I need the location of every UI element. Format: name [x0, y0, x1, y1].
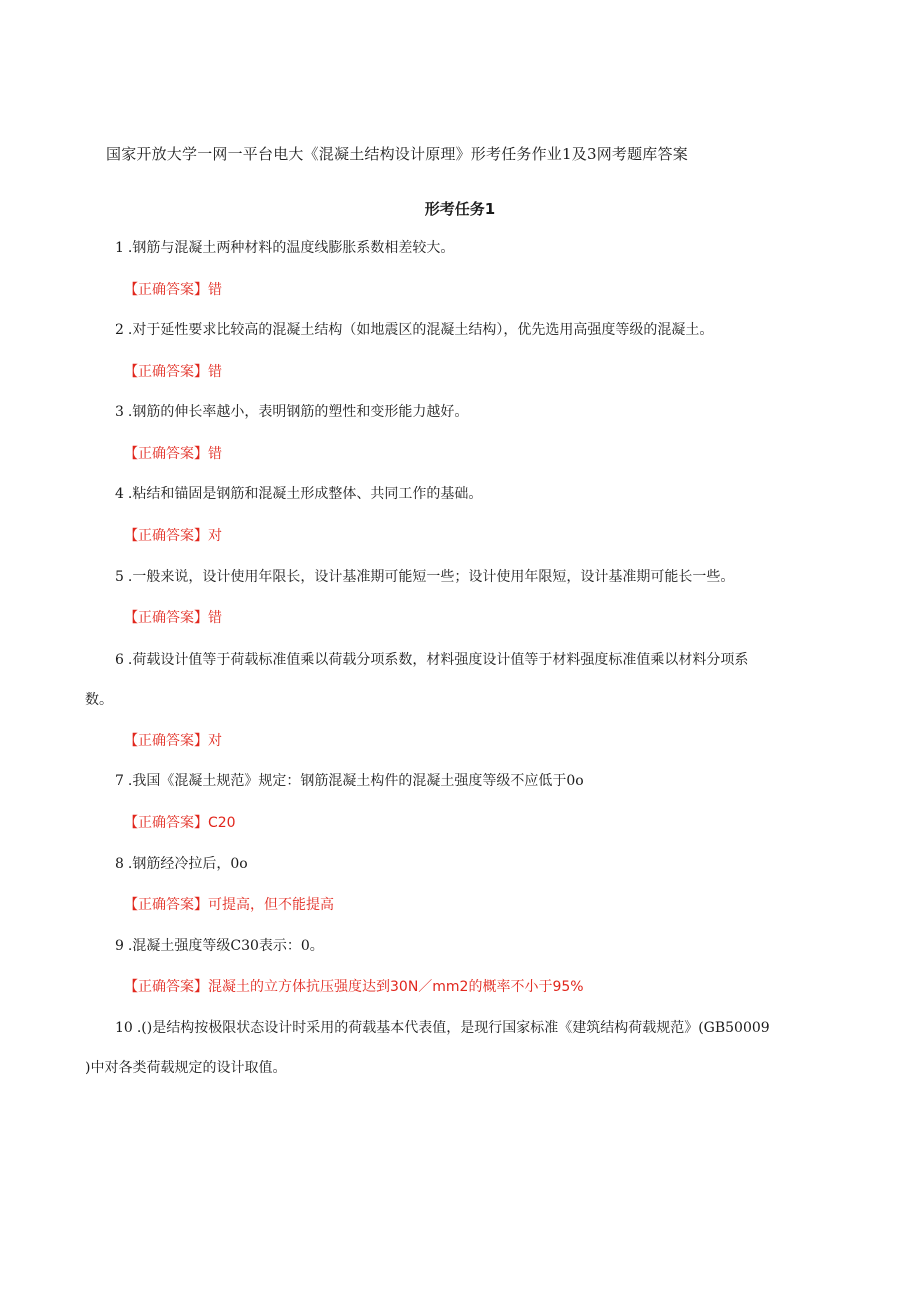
answer-line: [124, 813, 236, 833]
question-text-continuation: 数。: [85, 692, 113, 708]
question-item: [115, 936, 324, 956]
question-text: .钢筋经冷拉后，0o: [127, 856, 248, 872]
question-text-continuation: )中对各类荷载规定的设计取值。: [85, 1060, 287, 1076]
answer-label: 【正确答案】: [124, 815, 208, 831]
question-text: .对于延性要求比较高的混凝土结构（如地震区的混凝土结构），优先选用高强度等级的混凝土。: [127, 322, 714, 338]
answer-line: [124, 444, 222, 464]
answer-label: 【正确答案】: [124, 528, 208, 544]
question-item: [115, 567, 734, 587]
section-heading: 形考任务1: [424, 200, 496, 218]
question-number: 9: [115, 938, 124, 954]
answer-value: 可提高，但不能提高: [208, 897, 334, 913]
answer-value: 错: [208, 282, 222, 298]
question-item: [115, 650, 748, 670]
answer-label: 【正确答案】: [124, 897, 208, 913]
answer-label: 【正确答案】: [124, 282, 208, 298]
answer-value: 错: [208, 610, 222, 626]
answer-line: [124, 895, 334, 915]
question-text: .混凝土强度等级C30表示：0。: [127, 938, 324, 954]
question-number: 7: [115, 773, 124, 789]
question-number: 1: [115, 240, 124, 256]
answer-value: C20: [208, 815, 236, 831]
question-number: 10: [115, 1020, 133, 1036]
answer-line: [124, 362, 222, 382]
question-text: .我国《混凝土规范》规定：钢筋混凝土构件的混凝土强度等级不应低于0o: [127, 773, 584, 789]
question-item: [115, 854, 248, 874]
question-item: [115, 402, 468, 422]
answer-label: 【正确答案】: [124, 610, 208, 626]
document-title: 国家开放大学一网一平台电大《混凝土结构设计原理》形考任务作业1及3网考题库答案: [106, 145, 688, 163]
question-text: .()是结构按极限状态设计时采用的荷载基本代表值，是现行国家标准《建筑结构荷载规范》(GB50009: [136, 1020, 770, 1036]
question-number: 2: [115, 322, 124, 338]
question-number: 4: [115, 486, 124, 502]
question-text: .钢筋的伸长率越小，表明钢筋的塑性和变形能力越好。: [127, 404, 469, 420]
answer-label: 【正确答案】: [124, 446, 208, 462]
question-text: .钢筋与混凝土两种材料的温度线膨胀系数相差较大。: [127, 240, 455, 256]
answer-value: 错: [208, 446, 222, 462]
answer-value: 对: [208, 528, 222, 544]
question-number: 3: [115, 404, 124, 420]
answer-label: 【正确答案】: [124, 979, 208, 995]
question-item: [115, 1018, 770, 1038]
answer-line: [124, 526, 222, 546]
question-item: [115, 320, 713, 340]
question-text: .荷载设计值等于荷载标准值乘以荷载分项系数，材料强度设计值等于材料强度标准值乘以材料分项系: [127, 652, 749, 668]
answer-value: 混凝土的立方体抗压强度达到30N／mm2的概率不小于95%: [208, 979, 584, 995]
question-number: 6: [115, 652, 124, 668]
question-item: [115, 238, 454, 258]
question-item: [115, 484, 482, 504]
question-number: 5: [115, 569, 124, 585]
question-number: 8: [115, 856, 124, 872]
question-text: .粘结和锚固是钢筋和混凝土形成整体、共同工作的基础。: [127, 486, 483, 502]
question-item: [115, 771, 584, 791]
answer-label: 【正确答案】: [124, 733, 208, 749]
answer-value: 错: [208, 364, 222, 380]
answer-line: [124, 977, 584, 997]
answer-line: [124, 608, 222, 628]
answer-value: 对: [208, 733, 222, 749]
question-text: .一般来说，设计使用年限长，设计基准期可能短一些；设计使用年限短，设计基准期可能长一些。: [127, 569, 735, 585]
answer-label: 【正确答案】: [124, 364, 208, 380]
answer-line: [124, 731, 222, 751]
answer-line: [124, 280, 222, 300]
